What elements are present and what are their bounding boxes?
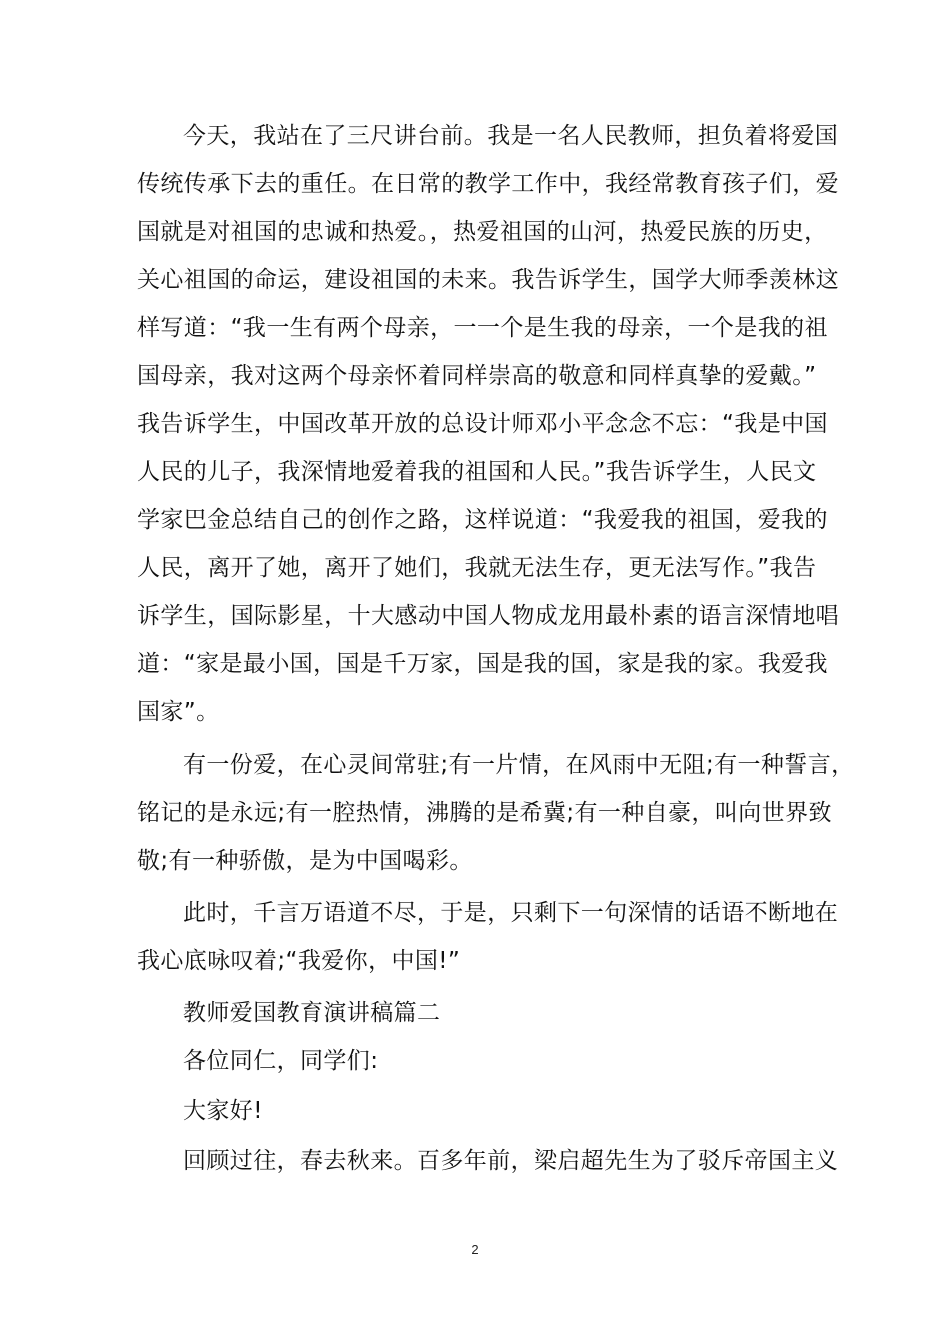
paragraph-1-line-1: 今天，我站在了三尺讲台前。我是一名人民教师，担负着将爱国 (183, 123, 839, 149)
paragraph-3-line-1: 此时，千言万语道不尽，于是，只剩下一句深情的话语不断地在 (183, 900, 839, 926)
paragraph-1-line-5: 样写道：“我一生有两个母亲，一一个是生我的母亲，一个是我的祖 (137, 315, 828, 341)
paragraph-3-line-2: 我心底咏叹着;“我爱你，中国!” (137, 948, 461, 974)
paragraph-4-line-1: 回顾过往，春去秋来。百多年前，梁启超先生为了驳斥帝国主义 (183, 1148, 839, 1174)
paragraph-1-line-2: 传统传承下去的重任。在日常的教学工作中，我经常教育孩子们，爱 (137, 171, 839, 197)
paragraph-2-line-2: 铭记的是永远;有一腔热情，沸腾的是希冀;有一种自豪，叫向世界致 (137, 800, 832, 826)
paragraph-2-line-3: 敬;有一种骄傲，是为中国喝彩。 (137, 848, 473, 874)
paragraph-1-line-11: 诉学生，国际影星，十大感动中国人物成龙用最朴素的语言深情地唱 (137, 603, 839, 629)
paragraph-1-line-6: 国母亲，我对这两个母亲怀着同样崇高的敬意和同样真挚的爱戴。” (137, 363, 817, 389)
paragraph-1-line-7: 我告诉学生，中国改革开放的总设计师邓小平念念不忘：“我是中国 (137, 411, 828, 437)
paragraph-1-line-9: 学家巴金总结自己的创作之路，这样说道：“我爱我的祖国，爱我的 (137, 507, 828, 533)
paragraph-2-line-1: 有一份爱，在心灵间常驻;有一片情，在风雨中无阻;有一种誓言， (183, 752, 855, 778)
greeting: 大家好! (183, 1098, 263, 1124)
section-heading: 教师爱国教育演讲稿篇二 (183, 1000, 441, 1026)
paragraph-1-line-4: 关心祖国的命运，建设祖国的未来。我告诉学生，国学大师季羡林这 (137, 267, 839, 293)
paragraph-1-line-10: 人民，离开了她，离开了她们，我就无法生存，更无法写作。”我告 (137, 555, 817, 581)
paragraph-1-line-8: 人民的儿子，我深情地爱着我的祖国和人民。”我告诉学生，人民文 (137, 459, 817, 485)
paragraph-1-line-3: 国就是对祖国的忠诚和热爱。，热爱祖国的山河，热爱民族的历史， (137, 219, 828, 245)
salutation: 各位同仁，同学们: (183, 1048, 379, 1074)
page-number: 2 (471, 1242, 479, 1257)
paragraph-1-line-13: 国家”。 (137, 699, 220, 725)
paragraph-1-line-12: 道：“家是最小国，国是千万家，国是我的国，家是我的家。我爱我 (137, 651, 828, 677)
